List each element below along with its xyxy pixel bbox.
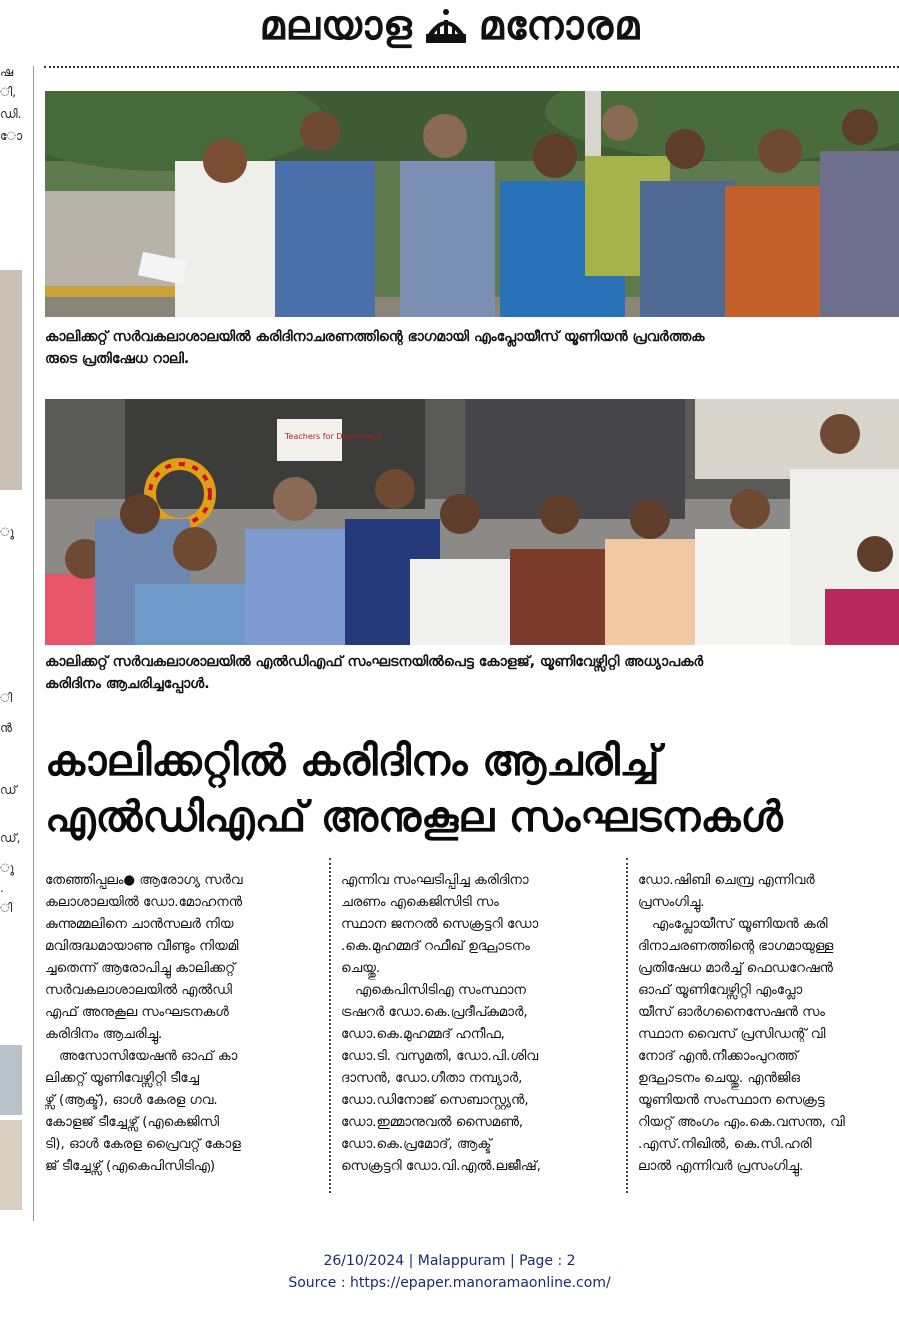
strip-photo [0, 270, 22, 490]
footer-source-link[interactable]: Source : https://epaper.manoramaonline.com/ [288, 1275, 611, 1291]
headline-line-2: എൽഡിഎഫ് അനുകൂല സംഘടനകൾ [45, 792, 783, 841]
article-line: ചരണം എകെജിസിടി സം [341, 895, 499, 910]
article-line: ദാസൻ, ഡോ.ഗീതാ നമ്പ്യാർ, [341, 1071, 523, 1086]
strip-fragment: ഡ് [0, 783, 17, 797]
article-line: തേഞ്ഞിപ്പലം● ആരോഗ്യ സർവ [45, 873, 243, 888]
footer-date-edition: 26/10/2024 | Malappuram | Page : 2 [323, 1253, 576, 1269]
article-line: ച്ചതെന്ന് ആരോപിച്ചു കാലിക്കറ്റ് [45, 961, 236, 976]
top-dotted-rule [44, 66, 899, 68]
article-line: ഉദ്ഘാടനം ചെയ്തു. എൻജിഒ [638, 1071, 800, 1086]
article-line: ഡോ.കെ.മുഹമ്മദ് ഹനീഫ, [341, 1027, 505, 1042]
article-line: കരിദിനം ആചരിച്ചു. [45, 1027, 163, 1042]
strip-fragment: ി [0, 691, 13, 705]
article-line: ഡോ.ഇമ്മാനുവൽ സൈമൺ, [341, 1115, 524, 1130]
article-line: ഡോ.ടി. വസുമതി, ഡോ.പി.ശിവ [341, 1049, 538, 1064]
article-line: ടി), ഓൾ കേരള പ്രൈവറ്റ് കോള [45, 1137, 241, 1152]
article-line: റിയറ്റ് അംഗം എം.കെ.വസന്ത, വി [638, 1115, 845, 1130]
article-line: കലാശാലയിൽ ഡോ.മോഹനൻ [45, 895, 242, 910]
article-line: ലാൽ എന്നിവർ പ്രസംഗിച്ചു. [638, 1159, 804, 1174]
article-line: ഡോ.ഡിനോജ് സെബാസ്റ്റ്യൻ, [341, 1093, 529, 1108]
article-line: ട്രഷറർ ഡോ.കെ.പ്രദീപ്കുമാർ, [341, 1005, 528, 1020]
caption-line: കരിദിനം ആചരിച്ചപ്പോൾ. [45, 676, 210, 692]
strip-fragment: ോ [0, 129, 23, 143]
masthead-word-manorama: മനോരമ [478, 3, 641, 49]
strip-fragment: ഷ [0, 65, 14, 79]
article-line: ജ് ടീച്ചേഴ്സ് (എകെപിസിടിഎ) [45, 1159, 216, 1174]
article-line: സ്ഥാന ജനറൽ സെക്രട്ടറി ഡോ [341, 917, 539, 932]
article-line: പ്രതിഷേധ മാർച്ച് ഫെഡറേഷൻ [638, 961, 833, 976]
article-line: യൂണിയൻ സംസ്ഥാന സെക്രട്ട [638, 1093, 825, 1108]
article-column-1 [45, 870, 317, 1200]
strip-fragment: ഡി. [0, 107, 22, 121]
article-line: എകെപിസിടിഎ സംസ്ഥാന [355, 983, 526, 998]
article-line: ഡോ.ഷിബി ചെമ്പ്ര എന്നിവർ [638, 873, 815, 888]
article-line: എഫ് അനുകൂല സംഘടനകൾ [45, 1005, 229, 1020]
strip-fragment: ൻ [0, 721, 12, 735]
article-line: ലിക്കറ്റ് യൂണിവേഴ്സിറ്റി ടീച്ചേ [45, 1071, 199, 1086]
caption-line: കാലിക്കറ്റ് സർവകലാശാലയിൽ കരിദിനാചരണത്തിന്റെ ഭാഗമായി എംപ്ലോയീസ് യൂണിയൻ പ്രവർത്തക [45, 329, 705, 345]
article-column-2 [341, 870, 621, 1200]
strip-fragment: ു [0, 861, 15, 875]
article-line: നോദ് എൻ.നീക്കാംപുറത്ത് [638, 1049, 798, 1064]
article-line: ദിനാചരണത്തിന്റെ ഭാഗമായുള്ള [638, 939, 834, 954]
caption-line: രുടെ പ്രതിഷേധ റാലി. [45, 351, 190, 367]
adjacent-page-strip [0, 60, 32, 1220]
strip-fragment: ി [0, 901, 13, 915]
emblem-icon [423, 6, 469, 46]
masthead [150, 0, 750, 52]
strip-fragment: . [0, 881, 4, 895]
article-line: ഴ്സ് (ആക്ട്), ഓൾ കേരള ഗവ. [45, 1093, 218, 1108]
strip-fragment: ഡ്, [0, 831, 21, 845]
teachers-group-photo [45, 399, 899, 645]
article-column-3 [638, 870, 899, 1200]
article-line: അസോസിയേഷൻ ഓഫ് കാ [59, 1049, 238, 1064]
article-line: മവിരുദ്ധമായാണു വീണ്ടും നിയമി [45, 939, 239, 954]
headline-line-1: കാലിക്കറ്റിൽ കരിദിനം ആചരിച്ച് [45, 736, 660, 785]
article-line: .കെ.മുഹമ്മദ് റഫീഖ് ഉദ്ഘാടനം [341, 939, 530, 954]
article-line: പ്രസംഗിച്ചു. [638, 895, 705, 910]
article-line: കുന്നുമ്മലിനെ ചാൻസലർ നിയ [45, 917, 234, 932]
article-line: എന്നിവ സംഘടിപ്പിച്ച കരിദിനാ [341, 873, 529, 888]
article-line: യീസ് ഓർഗനൈസേഷൻ സം [638, 1005, 825, 1020]
article-line: സർവകലാശാലയിൽ എൽഡി [45, 983, 232, 998]
placard-text: Teachers for Democracy [285, 432, 382, 441]
column-divider [329, 858, 331, 1193]
article-line: കോളജ് ടീച്ചേഴ്സ് (എകെജിസി [45, 1115, 220, 1130]
article-line: ഓഫ് യൂണിവേഴ്സിറ്റി എംപ്ലോ [638, 983, 803, 998]
left-column-rule [33, 66, 34, 1221]
strip-fragment: ു [0, 525, 15, 539]
article-line: ചെയ്തു. [341, 961, 381, 976]
article-line: എംപ്ലോയീസ് യൂണിയൻ കരി [652, 917, 828, 932]
article-line: സ്ഥാന വൈസ് പ്രസിഡന്റ് വി [638, 1027, 826, 1042]
strip-photo [0, 1045, 22, 1115]
column-divider [626, 858, 628, 1193]
rally-photo [45, 91, 899, 317]
article-line: .എസ്.നിഖിൽ, കെ.സി.ഹരി [638, 1137, 812, 1152]
article-line: സെക്രട്ടറി ഡോ.വി.എൽ.ലജീഷ്, [341, 1159, 541, 1174]
rally-photo-caption [45, 326, 899, 370]
strip-fragment: ി, [0, 85, 17, 99]
article-line: ഡോ.കെ.പ്രമോദ്, ആക്ട് [341, 1137, 492, 1152]
caption-line: കാലിക്കറ്റ് സർവകലാശാലയിൽ എൽഡിഎഫ് സംഘടനയിൽപെട്ട കോളജ്, യൂണിവേഴ്സിറ്റി അധ്യാപകർ [45, 654, 704, 670]
teachers-photo-caption [45, 651, 899, 695]
masthead-word-malayala: മലയാള [259, 3, 413, 49]
strip-photo [0, 1120, 22, 1210]
